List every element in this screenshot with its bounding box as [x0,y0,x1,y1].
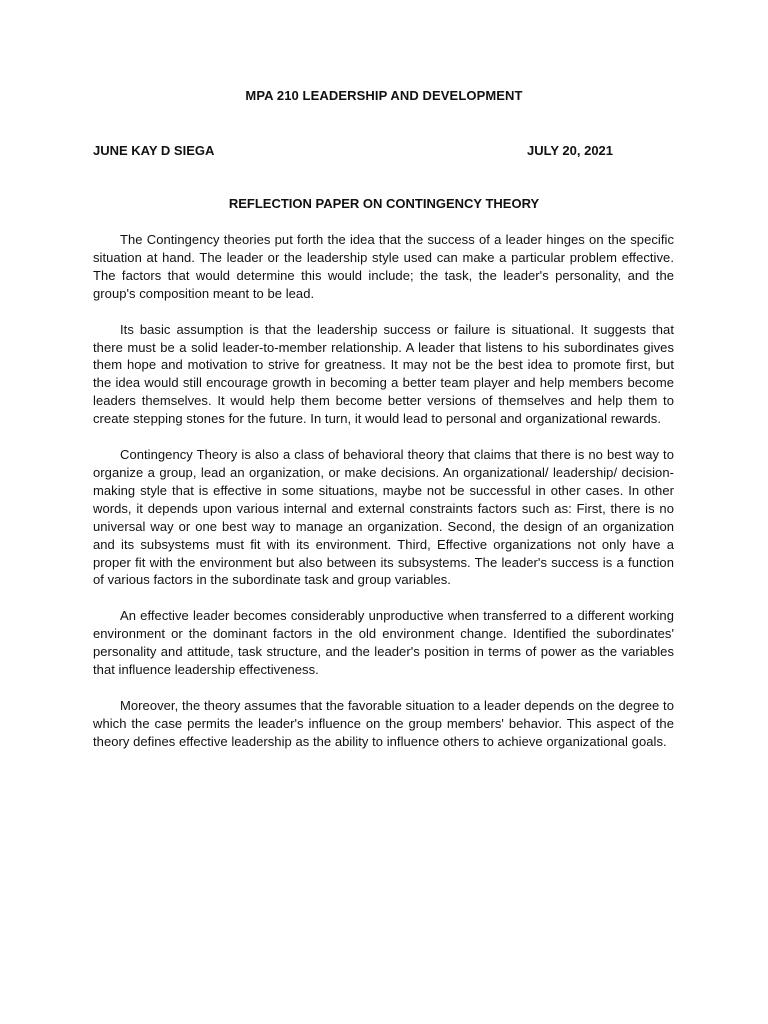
paragraph-3: Contingency Theory is also a class of behavioral theory that claims that there is no best way to organize a group, lead an organization, or make decisions. An organizational/ leadership/ decision-making style that is effective in some situations, maybe not be successful in other cases. In other words, it depends upon various internal and external constraints factors such as: First, there is no universal way or one best way to manage an organization. Second, the design of an organization and its subsystems must fit with its environment. Third, Effective organizations not only have a proper fit with the environment but also between its subsystems. The leader's success is a function of various factors in the subordinate task and group variables. [93,447,674,588]
paragraph-1: The Contingency theories put forth the idea that the success of a leader hinges on the specific situation at hand. The leader or the leadership style used can make a particular problem effective. The factors that would determine this would include; the task, the leader's personality, and the group's composition meant to be lead. [93,232,674,301]
paragraph-4: An effective leader becomes considerably unproductive when transferred to a different working environment or the dominant factors in the old environment change. Identified the subordinates' personality and attitude, task structure, and the leader's position in terms of power as the variables that influence leadership effectiveness. [93,608,674,678]
body-text [93,231,674,769]
paper-title: REFLECTION PAPER ON CONTINGENCY THEORY [228,196,540,211]
paragraph-2: Its basic assumption is that the leadership success or failure is situational. It suggests that there must be a solid leader-to-member relationship. A leader that listens to his subordinates gives them hope and motivation to strive for greatness. It may not be the best idea to promote first, but the idea would still encourage growth in becoming a better team player and help members become leaders themselves. It would help them become better versions of themselves and help them to create stepping stones for the future. In turn, it would lead to personal and organizational rewards. [93,321,674,427]
document-date: JULY 20, 2021 [527,143,614,158]
paragraph-5: Moreover, the theory assumes that the favorable situation to a leader depends on the degree to which the case permits the leader's influence on the group members' behavior. This aspect of the theory defines effective leadership as the ability to influence others to achieve organizational goals. [93,697,674,749]
course-title: MPA 210 LEADERSHIP AND DEVELOPMENT [245,88,523,103]
author-name: JUNE KAY D SIEGA [93,143,215,158]
